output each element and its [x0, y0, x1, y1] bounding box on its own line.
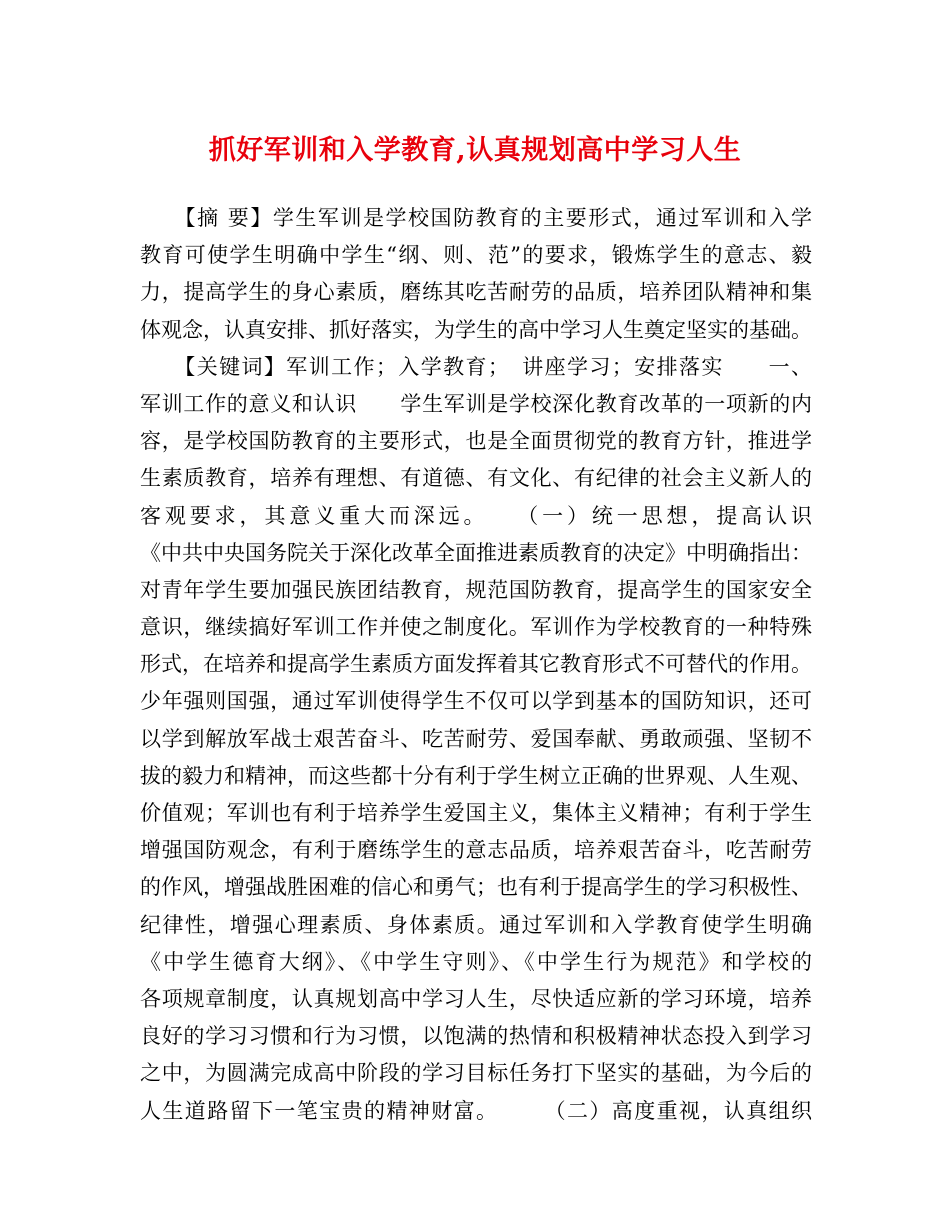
text-line: 军训工作的意义和认识 学生军训是学校深化教育改革的一项新的内 [140, 391, 812, 416]
text-line: 教育可使学生明确中学生“纲、则、范”的要求，锻炼学生的意志、毅 [140, 243, 812, 268]
text-line: 形式，在培养和提高学生素质方面发挥着其它教育形式不可替代的作用。 [140, 652, 812, 677]
text-line: 以学到解放军战士艰苦奋斗、吃苦耐劳、爱国奉献、勇敢顽强、坚韧不 [140, 726, 812, 751]
text-line: 各项规章制度，认真规划高中学习人生，尽快适应新的学习环境，培养 [140, 986, 812, 1011]
text-line: 容，是学校国防教育的主要形式，也是全面贯彻党的教育方针，推进学 [140, 429, 812, 454]
text-line: 《中学生德育大纲》、《中学生守则》、《中学生行为规范》和学校的 [140, 949, 812, 974]
text-line: 【摘 要】学生军训是学校国防教育的主要形式，通过军训和入学 [140, 206, 812, 230]
text-line: 人生道路留下一笔宝贵的精神财富。 （二）高度重视，认真组织 [140, 1098, 812, 1123]
text-line: 对青年学生要加强民族团结教育，规范国防教育，提高学生的国家安全 [140, 577, 812, 602]
text-line: 增强国防观念，有利于磨练学生的意志品质，培养艰苦奋斗，吃苦耐劳 [140, 838, 812, 863]
text-line: 力，提高学生的身心素质，磨练其吃苦耐劳的品质，培养团队精神和集 [140, 280, 812, 305]
text-line: 【关键词】军训工作；入学教育； 讲座学习；安排落实 一、 [140, 354, 812, 379]
text-line: 体观念，认真安排、抓好落实，为学生的高中学习人生奠定坚实的基础。 [140, 317, 812, 342]
text-line: 纪律性，增强心理素质、身体素质。通过军训和入学教育使学生明确 [140, 912, 812, 937]
text-line: 良好的学习习惯和行为习惯，以饱满的热情和积极精神状态投入到学习 [140, 1024, 812, 1049]
text-line: 生素质教育，培养有理想、有道德、有文化、有纪律的社会主义新人的 [140, 466, 812, 491]
text-line: 意识，继续搞好军训工作并使之制度化。军训作为学校教育的一种特殊 [140, 615, 812, 640]
document-body [140, 200, 812, 1130]
text-line: 之中，为圆满完成高中阶段的学习目标任务打下坚实的基础，为今后的 [140, 1061, 812, 1086]
text-line: 少年强则国强，通过军训使得学生不仅可以学到基本的国防知识，还可 [140, 689, 812, 714]
text-line: 《中共中央国务院关于深化改革全面推进素质教育的决定》中明确指出： [140, 540, 812, 565]
text-line: 的作风，增强战胜困难的信心和勇气；也有利于提高学生的学习积极性、 [140, 875, 812, 900]
document-title: 抓好军训和入学教育,认真规划高中学习人生 [208, 135, 742, 166]
text-line: 客观要求，其意义重大而深远。 （一）统一思想，提高认识 [140, 503, 812, 528]
text-line: 价值观；军训也有利于培养学生爱国主义，集体主义精神；有利于学生 [140, 801, 812, 825]
text-line: 拔的毅力和精神，而这些都十分有利于学生树立正确的世界观、人生观、 [140, 763, 812, 788]
